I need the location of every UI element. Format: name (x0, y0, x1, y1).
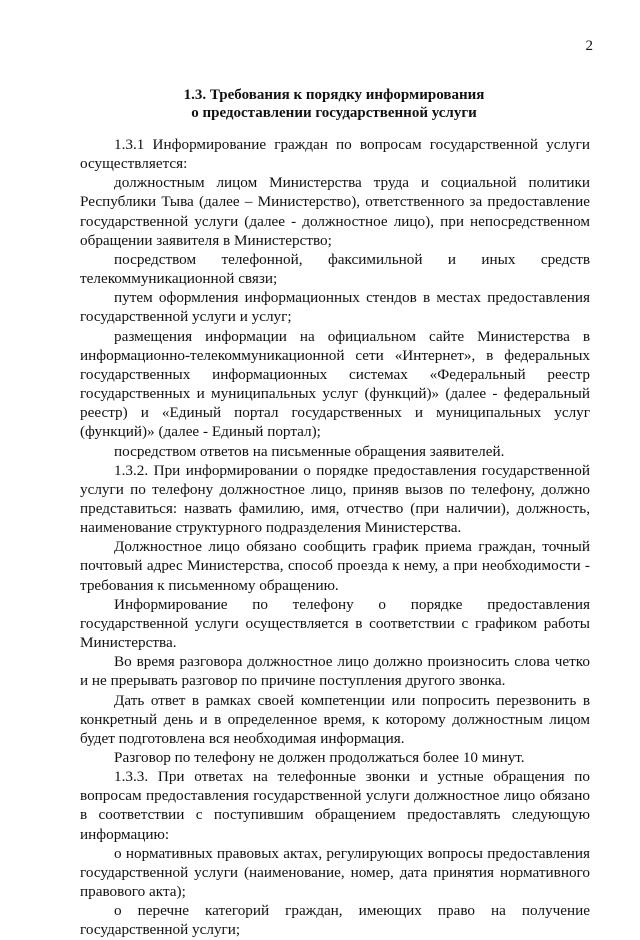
paragraph: посредством телефонной, факсимильной и иных средств телекоммуникационной связи; (80, 250, 590, 288)
body-text (80, 135, 590, 940)
paragraph: о перечне категорий граждан, имеющих право на получение государственной услуги; (80, 902, 590, 939)
paragraph: Должностное лицо обязано сообщить график приема граждан, точный почтовый адрес Министерства, способ проезда к нему, а при необходимости - требования к письменному обращению. (80, 538, 590, 594)
paragraph: путем оформления информационных стендов в местах предоставления государственной услуги и услуг; (80, 289, 590, 326)
paragraph: 1.3.2. При информировании о порядке предоставления государственной услуги по телефону должностное лицо, приняв вызов по телефону, должно представиться: назвать фамилию, имя, отчество (при наличии), должность, наименование структурного подразделения Министерства. (80, 461, 590, 537)
paragraph: Дать ответ в рамках своей компетенции или попросить перезвонить в конкретный день и в определенное время, к которому должностным лицом будет подготовлена вся необходимая информация. (80, 691, 590, 747)
paragraph: должностным лицом Министерства труда и социальной политики Республики Тыва (далее – Министерство), ответственного за предоставление государственной услуги (далее - должностное лицо), при непосредственном обращении заявителя в Министерство; (80, 174, 590, 249)
page-number: 2 (585, 38, 593, 54)
paragraph: 1.3.3. При ответах на телефонные звонки и устные обращения по вопросам предоставления государственной услуги должностное лицо обязано в соответствии с поступившим обращением предоставлять следующую информацию: (80, 768, 590, 843)
paragraph: Во время разговора должностное лицо должно произносить слова четко и не прерывать разговор по причине поступления другого звонка. (80, 653, 590, 690)
section-heading-line-2: о предоставлении государственной услуги (191, 105, 477, 121)
paragraph: о нормативных правовых актах, регулирующих вопросы предоставления государственной услуги (наименование, номер, дата принятия нормативного правового акта); (80, 844, 590, 901)
paragraph: Разговор по телефону не должен продолжаться более 10 минут. (114, 749, 525, 766)
section-heading-line-1: 1.3. Требования к порядку информирования (183, 87, 485, 103)
paragraph: Информирование по телефону о порядке предоставления государственной услуги осуществляется в соответствии с графиком работы Министерства. (80, 595, 590, 652)
paragraph: посредством ответов на письменные обращения заявителей. (114, 442, 505, 460)
paragraph: размещения информации на официальном сайте Министерства в информационно-телекоммуникационной сети «Интернет», в федеральных государственных информационных системах «Федеральный реестр государственных и муниципальных услуг (функций)» (далее - федеральный реестр) и «Единый портал государственных и муниципальных услуг (функций)» (далее - Единый портал); (80, 327, 590, 441)
paragraph: 1.3.1 Информирование граждан по вопросам государственной услуги осуществляется: (80, 136, 590, 173)
